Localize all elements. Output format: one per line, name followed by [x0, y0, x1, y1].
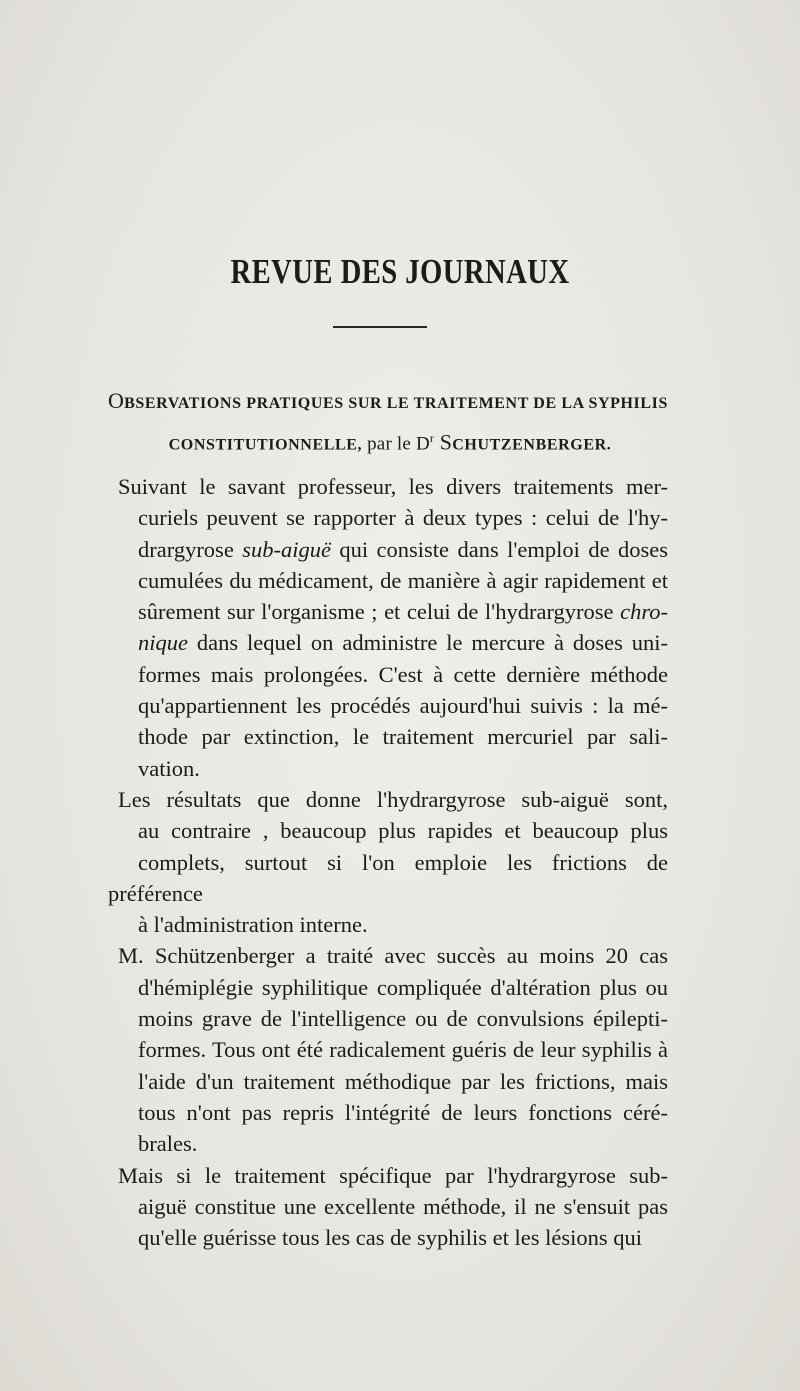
text-fragment: dans lequel on administre le mercure à doses uni-: [188, 630, 668, 656]
paragraph-1: [108, 471, 668, 784]
text-fragment: drargyrose: [138, 536, 243, 562]
text-line: vation.: [138, 755, 200, 781]
text-line: complets, surtout si l'on emploie les frictions de préférence: [108, 849, 668, 906]
text-line: [108, 596, 668, 627]
text-line: aiguë constitue une excellente méthode, il ne s'ensuit pas: [138, 1193, 668, 1219]
paragraph-4: [108, 1160, 668, 1254]
text-line: Les résultats que donne l'hydrargyrose sub-aiguë sont,: [118, 786, 668, 812]
title-divider: [333, 326, 427, 328]
text-line: moins grave de l'intelligence ou de convulsions épilepti-: [138, 1006, 668, 1032]
article-body: [108, 471, 668, 1253]
paragraph-2: [108, 784, 668, 940]
heading-par: par le D: [362, 433, 430, 455]
text-line: Mais si le traitement spécifique par l'hydrargyrose sub-: [118, 1162, 668, 1188]
text-fragment: sûrement sur l'organisme ; et celui de l'hydrargyrose: [138, 599, 621, 625]
text-line: l'aide d'un traitement méthodique par les frictions, mais: [138, 1068, 668, 1094]
text-line: qu'appartiennent les procédés aujourd'hui suivis : la mé-: [138, 693, 668, 719]
text-line: curiels peuvent se rapporter à deux types : celui de l'hy-: [138, 505, 668, 531]
paragraph-3: [108, 940, 668, 1159]
text-line: thode par extinction, le traitement mercuriel par sali-: [138, 724, 668, 750]
page-title: REVUE DES JOURNAUX: [230, 252, 570, 291]
text-line: qu'elle guérisse tous les cas de syphilis et les lésions qui: [138, 1225, 642, 1251]
author-name: CHUTZENBERGER.: [452, 436, 612, 454]
article-heading-line-2: [108, 421, 668, 462]
text-line: [108, 627, 668, 658]
italic-term: nique: [138, 630, 188, 656]
text-line: [108, 534, 668, 565]
author-initial: S: [434, 429, 453, 455]
article-heading-line-1: [108, 384, 668, 421]
heading-text: BSERVATIONS PRATIQUES SUR LE TRAITEMENT DE LA SYPHILIS: [124, 395, 668, 412]
text-line: Suivant le savant professeur, les divers traitements mer-: [118, 474, 668, 499]
heading-text-2: CONSTITUTIONNELLE,: [168, 436, 363, 454]
text-fragment: qui consiste dans l'emploi de doses: [330, 536, 668, 562]
text-line: d'hémiplégie syphilitique compliquée d'altération plus ou: [138, 974, 668, 1000]
text-line: brales.: [138, 1131, 198, 1157]
text-line: à l'administration interne.: [138, 912, 368, 938]
article-heading: [108, 384, 668, 462]
italic-term: chro-: [620, 599, 668, 625]
text-line: M. Schützenberger a traité avec succès au moins 20 cas: [118, 943, 668, 969]
italic-term: sub-aiguë: [242, 536, 331, 562]
heading-initial: O: [108, 388, 125, 413]
text-line: formes. Tous ont été radicalement guéris de leur syphilis à: [138, 1037, 668, 1063]
text-line: tous n'ont pas repris l'intégrité de leurs fonctions céré-: [138, 1099, 668, 1125]
text-line: formes mais prolongées. C'est à cette dernière méthode: [138, 661, 668, 687]
text-line: cumulées du médicament, de manière à agir rapidement et: [138, 567, 668, 593]
text-line: au contraire , beaucoup plus rapides et beaucoup plus: [138, 818, 668, 844]
heading-sup: r: [429, 431, 435, 445]
